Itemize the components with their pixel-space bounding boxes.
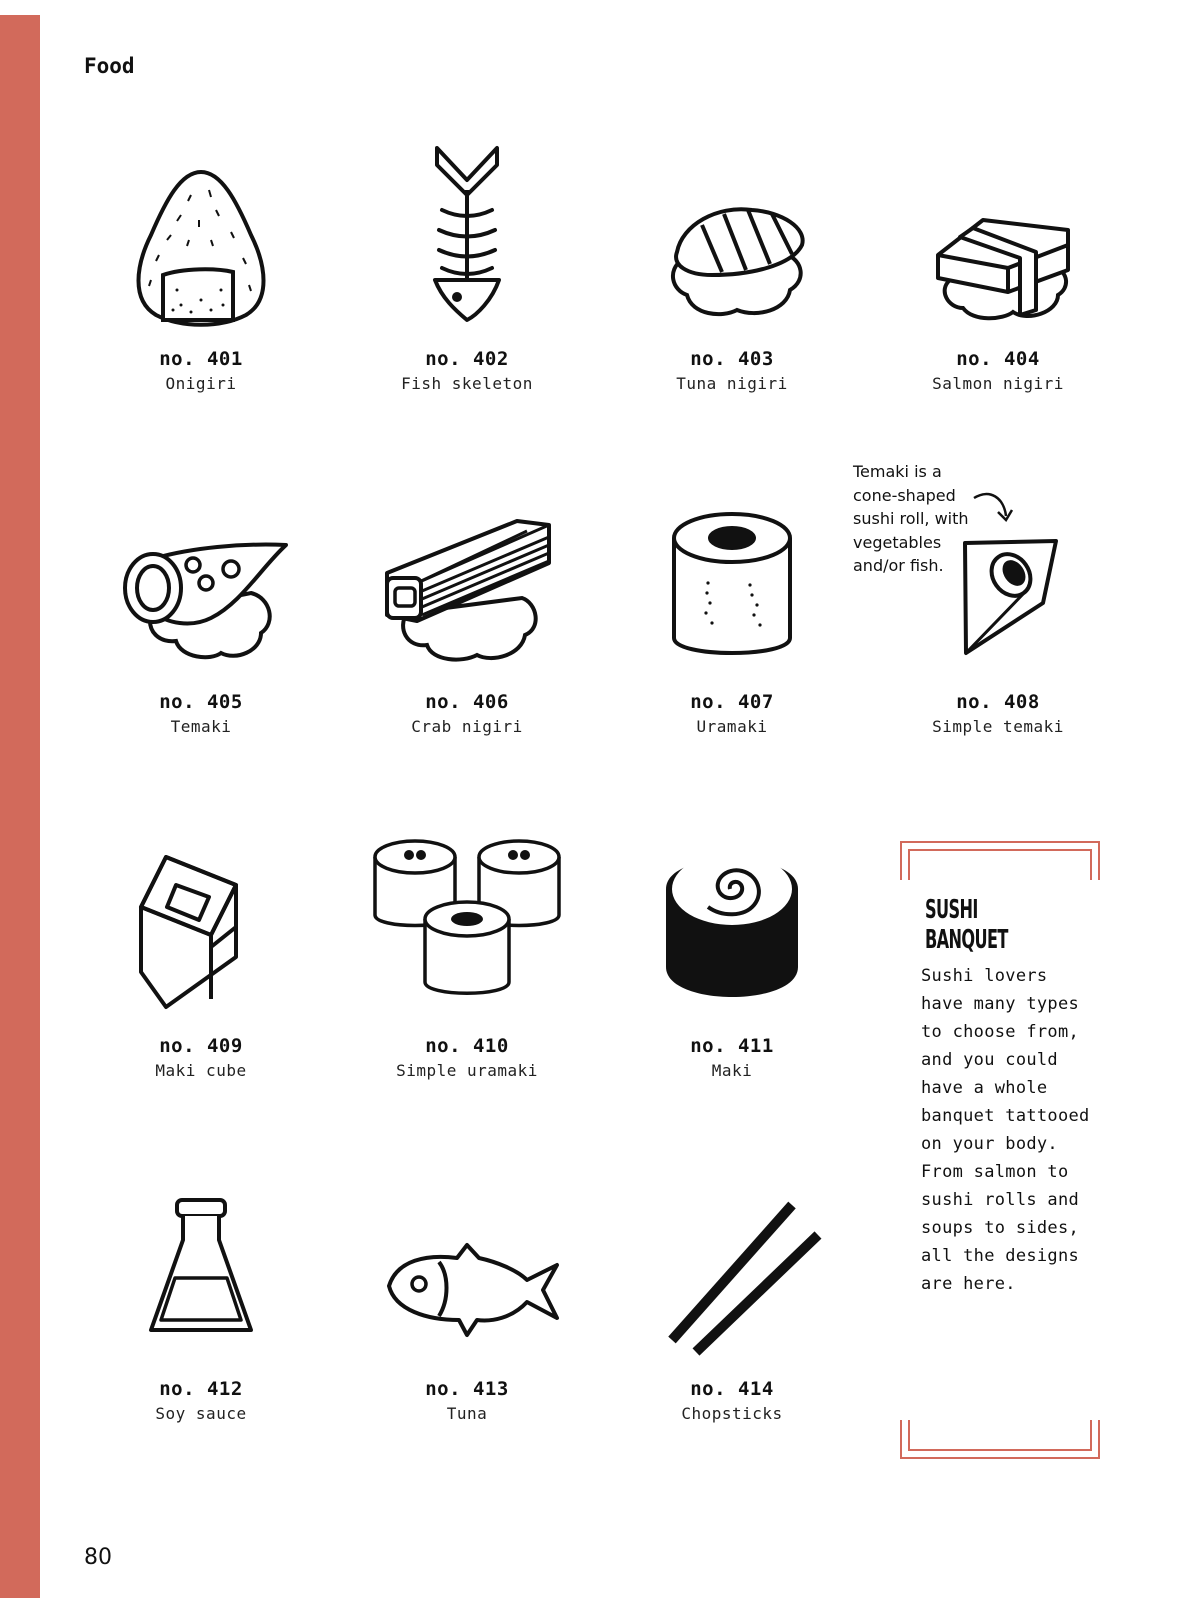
item-name: Maki bbox=[711, 1061, 753, 1080]
item-410 bbox=[347, 827, 587, 1080]
soy-sauce-icon bbox=[111, 1170, 291, 1370]
item-number: no. 411 bbox=[690, 1035, 774, 1057]
fish-skeleton-icon bbox=[377, 140, 557, 340]
sushi-banquet-box bbox=[899, 840, 1101, 1460]
item-number: no. 402 bbox=[425, 348, 509, 370]
item-number: no. 403 bbox=[690, 348, 774, 370]
chopsticks-icon bbox=[642, 1170, 822, 1370]
simple-uramaki-icon bbox=[367, 827, 567, 1027]
item-401 bbox=[81, 140, 321, 393]
item-404 bbox=[878, 140, 1118, 393]
item-name: Tuna bbox=[446, 1404, 488, 1423]
maki-cube-icon bbox=[111, 827, 291, 1027]
tuna-nigiri-icon bbox=[642, 140, 822, 340]
salmon-nigiri-icon bbox=[908, 140, 1088, 340]
item-name: Soy sauce bbox=[155, 1404, 247, 1423]
uramaki-icon bbox=[642, 483, 822, 683]
accent-side-bar bbox=[0, 15, 40, 1598]
item-name: Temaki bbox=[170, 717, 232, 736]
temaki-icon bbox=[111, 483, 291, 683]
item-name: Fish skeleton bbox=[401, 374, 533, 393]
item-number: no. 406 bbox=[425, 691, 509, 713]
item-402 bbox=[347, 140, 587, 393]
item-number: no. 401 bbox=[159, 348, 243, 370]
item-name: Crab nigiri bbox=[411, 717, 523, 736]
item-number: no. 414 bbox=[690, 1378, 774, 1400]
item-name: Simple temaki bbox=[932, 717, 1064, 736]
item-name: Maki cube bbox=[155, 1061, 247, 1080]
page-number: 80 bbox=[84, 1545, 112, 1570]
sidebox-title-line2: BANQUET bbox=[925, 925, 1008, 955]
item-name: Onigiri bbox=[165, 374, 237, 393]
temaki-note: Temaki is a cone-shaped sushi roll, with vegetables and/or fish. bbox=[853, 462, 969, 575]
sidebox-body: Sushi lovers have many types to choose from, and you could have a whole banquet tattooed on your body. From salmon to sushi rolls and soups to sides, all the designs are here. bbox=[921, 966, 1090, 1294]
sidebox-title bbox=[925, 895, 1061, 955]
maki-icon bbox=[642, 827, 822, 1027]
item-414 bbox=[612, 1170, 852, 1423]
item-name: Uramaki bbox=[696, 717, 768, 736]
item-412 bbox=[81, 1170, 321, 1423]
item-number: no. 404 bbox=[956, 348, 1040, 370]
item-409 bbox=[81, 827, 321, 1080]
item-number: no. 412 bbox=[159, 1378, 243, 1400]
item-413 bbox=[347, 1170, 587, 1423]
tuna-fish-icon bbox=[367, 1170, 567, 1370]
item-number: no. 405 bbox=[159, 691, 243, 713]
item-number: no. 409 bbox=[159, 1035, 243, 1057]
crab-nigiri-icon bbox=[377, 483, 557, 683]
item-405 bbox=[81, 483, 321, 736]
item-name: Salmon nigiri bbox=[932, 374, 1064, 393]
item-411 bbox=[612, 827, 852, 1080]
item-403 bbox=[612, 140, 852, 393]
item-number: no. 410 bbox=[425, 1035, 509, 1057]
item-number: no. 408 bbox=[956, 691, 1040, 713]
item-name: Tuna nigiri bbox=[676, 374, 788, 393]
item-number: no. 407 bbox=[690, 691, 774, 713]
sidebox-title-line1: SUSHI bbox=[925, 895, 978, 925]
curved-arrow-icon bbox=[972, 490, 1016, 530]
item-name: Simple uramaki bbox=[396, 1061, 538, 1080]
section-title: Food bbox=[84, 54, 135, 78]
item-407 bbox=[612, 483, 852, 736]
item-406 bbox=[347, 483, 587, 736]
item-number: no. 413 bbox=[425, 1378, 509, 1400]
onigiri-icon bbox=[111, 140, 291, 340]
item-name: Chopsticks bbox=[681, 1404, 783, 1423]
